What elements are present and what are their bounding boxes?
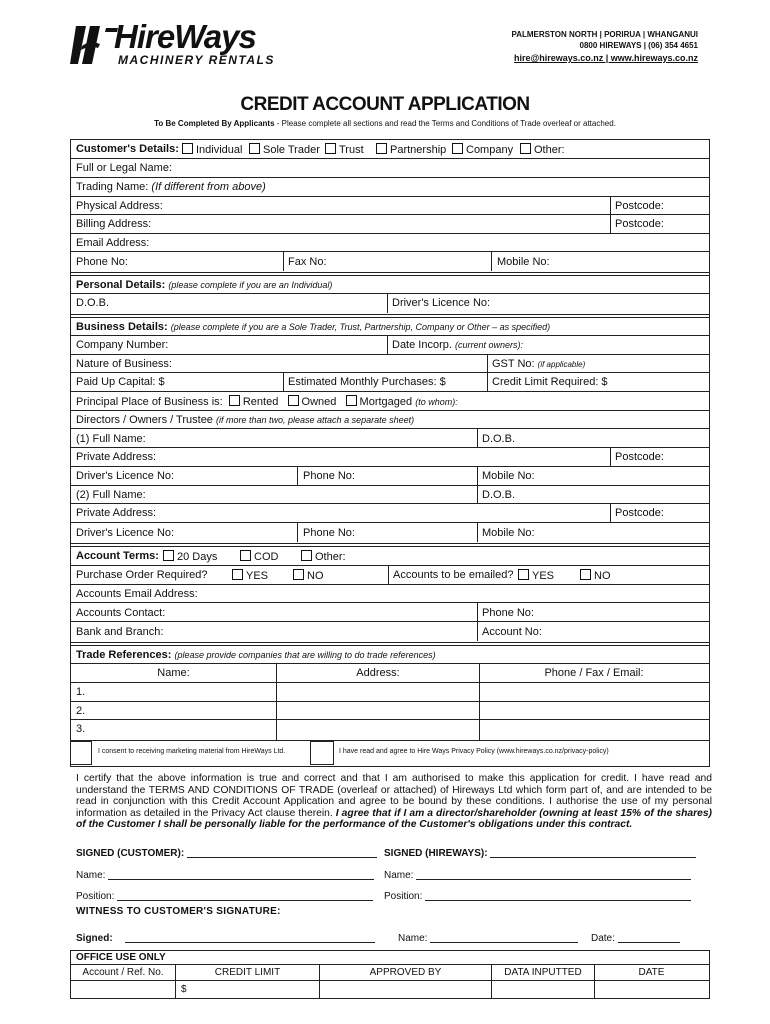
- director1-mobile-field[interactable]: Mobile No:: [482, 470, 535, 482]
- director1-address-field[interactable]: Private Address:: [76, 451, 157, 463]
- trade-ref-row-2[interactable]: 2.: [76, 705, 86, 717]
- office-col-ref: Account / Ref. No.: [82, 967, 164, 978]
- office-col-data-inputted: DATA INPUTTED: [504, 967, 582, 978]
- account-no-field[interactable]: Account No:: [482, 626, 542, 638]
- page-subtitle: [0, 119, 770, 128]
- po-required-label: Purchase Order Required?: [76, 569, 208, 581]
- checkbox-icon[interactable]: [301, 550, 312, 561]
- customer-heading: Customer's Details:: [76, 143, 179, 155]
- director1-licence-field[interactable]: Driver's Licence No:: [76, 470, 175, 482]
- option-owned[interactable]: Owned: [288, 396, 337, 408]
- checkbox-icon[interactable]: [346, 395, 357, 406]
- billing-postcode-field[interactable]: Postcode:: [615, 218, 664, 230]
- header-phone: 0800 HIREWAYS | (06) 354 4651: [579, 41, 698, 50]
- fax-field[interactable]: Fax No:: [288, 256, 327, 268]
- signed-hireways-row[interactable]: SIGNED (HIREWAYS):: [384, 848, 696, 859]
- checkbox-icon[interactable]: [452, 143, 463, 154]
- witness-heading: WITNESS TO CUSTOMER'S SIGNATURE:: [76, 906, 281, 917]
- credit-limit-field[interactable]: Credit Limit Required: $: [492, 376, 608, 388]
- billing-address-field[interactable]: Billing Address:: [76, 218, 152, 230]
- company-number-field[interactable]: Company Number:: [76, 339, 169, 351]
- privacy-consent-checkbox[interactable]: [310, 741, 334, 765]
- account-terms-row: [76, 550, 159, 562]
- director2-mobile-field[interactable]: Mobile No:: [482, 527, 535, 539]
- po-yes[interactable]: YES: [232, 569, 268, 582]
- office-dollar: $: [181, 984, 187, 995]
- director1-phone-field[interactable]: Phone No:: [303, 470, 355, 482]
- hireways-position-row[interactable]: Position:: [384, 891, 691, 902]
- checkbox-icon[interactable]: [293, 569, 304, 580]
- office-col-date: DATE: [638, 967, 665, 978]
- option-mortgaged[interactable]: Mortgaged: [346, 396, 413, 408]
- customer-name-row[interactable]: Name:: [76, 870, 374, 881]
- marketing-consent-label: I consent to receiving marketing material from HireWays Ltd.: [98, 748, 286, 755]
- certification-text: I certify that the above information is true and correct and that I am authorised to make this application for credit. I have read and understand the TERMS AND CONDITIONS OF TRADE (overleaf or attached) of Hireways Ltd which form part of, and are intended to be read in conjunction with this Credit Account Application and agree to be bound by these conditions. I authorise the use of my personal information as detailed in the Privacy Act clause therein.: [76, 773, 712, 819]
- director1-postcode-field[interactable]: Postcode:: [615, 451, 664, 463]
- signed-customer-row[interactable]: SIGNED (CUSTOMER):: [76, 848, 377, 859]
- office-col-approved: APPROVED BY: [369, 967, 442, 978]
- director2-dob-field[interactable]: D.O.B.: [482, 489, 516, 501]
- option-sole-trader[interactable]: Sole Trader: [249, 143, 320, 156]
- option-trust[interactable]: Trust: [325, 143, 364, 156]
- witness-date-row[interactable]: Date:: [591, 933, 680, 944]
- witness-signed-row[interactable]: Signed:: [76, 933, 375, 944]
- privacy-consent-label: I have read and agree to Hire Ways Privacy Policy (www.hireways.co.nz/privacy-policy): [339, 748, 609, 755]
- checkbox-icon[interactable]: [518, 569, 529, 580]
- bank-branch-field[interactable]: Bank and Branch:: [76, 626, 164, 638]
- nature-of-business-field[interactable]: Nature of Business:: [76, 358, 172, 370]
- business-note: (please complete if you are a Sole Trader, Trust, Partnership, Company or Other – as specified): [170, 322, 551, 332]
- checkbox-icon[interactable]: [376, 143, 387, 154]
- checkbox-icon[interactable]: [163, 550, 174, 561]
- full-name-field[interactable]: Full or Legal Name:: [76, 162, 172, 174]
- director2-postcode-field[interactable]: Postcode:: [615, 507, 664, 519]
- trade-col-address: Address:: [356, 667, 400, 679]
- paid-up-capital-field[interactable]: Paid Up Capital: $: [76, 376, 165, 388]
- emailed-no[interactable]: NO: [580, 569, 611, 582]
- est-monthly-purchases-field[interactable]: Estimated Monthly Purchases: $: [288, 376, 446, 388]
- trade-col-contact: Phone / Fax / Email:: [544, 667, 644, 679]
- trade-ref-row-3[interactable]: 3.: [76, 723, 86, 735]
- page-title: CREDIT ACCOUNT APPLICATION: [240, 94, 530, 115]
- certification-liability: I agree that if I am a director/shareholder (owning at least 15% of the shares) of the Customer I shall be personally liable for the performance of the Customer's obligations under this contract.: [76, 807, 712, 830]
- checkbox-icon[interactable]: [325, 143, 336, 154]
- director2-address-field[interactable]: Private Address:: [76, 507, 157, 519]
- option-individual[interactable]: Individual: [182, 144, 242, 156]
- term-cod[interactable]: COD: [240, 550, 278, 563]
- physical-postcode-field[interactable]: Postcode:: [615, 200, 664, 212]
- gst-field[interactable]: GST No: (if applicable): [492, 358, 586, 370]
- option-partnership[interactable]: Partnership: [376, 143, 446, 156]
- customer-position-row[interactable]: Position:: [76, 891, 373, 902]
- checkbox-icon[interactable]: [232, 569, 243, 580]
- checkbox-icon[interactable]: [229, 395, 240, 406]
- po-no[interactable]: NO: [293, 569, 324, 582]
- brand-name: HireWays: [114, 18, 256, 55]
- hireways-name-row[interactable]: Name:: [384, 870, 691, 881]
- subtitle-bold: To Be Completed By Applicants: [154, 119, 275, 128]
- director1-name-field[interactable]: (1) Full Name:: [76, 433, 146, 445]
- phone-field[interactable]: Phone No:: [76, 256, 128, 268]
- trading-name-field[interactable]: Trading Name: (If different from above): [76, 181, 266, 193]
- checkbox-icon[interactable]: [520, 143, 531, 154]
- accounts-phone-field[interactable]: Phone No:: [482, 607, 534, 619]
- checkbox-icon[interactable]: [288, 395, 299, 406]
- personal-dob-field[interactable]: D.O.B.: [76, 297, 110, 309]
- logo: [70, 18, 320, 68]
- term-other[interactable]: Other:: [301, 550, 346, 563]
- brand-sub: MACHINERY RENTALS: [118, 53, 275, 67]
- trade-col-name: Name:: [157, 667, 190, 679]
- customer-heading-row: [76, 143, 179, 155]
- directors-row: Directors / Owners / Trustee (if more than two, please attach a separate sheet): [76, 414, 415, 426]
- principal-place-row: Principal Place of Business is: Rented Owned Mortgaged (to whom):: [76, 396, 458, 408]
- marketing-consent-checkbox[interactable]: [70, 741, 92, 765]
- witness-name-row[interactable]: Name:: [398, 933, 578, 944]
- trade-refs-heading: Trade References:: [76, 649, 172, 661]
- business-heading: Business Details:: [76, 321, 168, 333]
- personal-licence-field[interactable]: Driver's Licence No:: [392, 297, 491, 309]
- term-20-days[interactable]: 20 Days: [163, 550, 217, 563]
- trade-refs-heading-row: [76, 649, 436, 661]
- customer-type-options: [182, 143, 242, 156]
- date-incorp-field[interactable]: Date Incorp. (current owners):: [392, 339, 524, 351]
- director2-phone-field[interactable]: Phone No:: [303, 527, 355, 539]
- option-company[interactable]: Company: [452, 143, 513, 156]
- option-rented[interactable]: Rented: [229, 396, 278, 408]
- header-locations: PALMERSTON NORTH | PORIRUA | WHANGANUI: [511, 30, 698, 39]
- physical-address-field[interactable]: Physical Address:: [76, 200, 163, 212]
- checkbox-icon[interactable]: [249, 143, 260, 154]
- accounts-email-field[interactable]: Accounts Email Address:: [76, 588, 198, 600]
- business-heading-row: [76, 321, 550, 333]
- checkbox-icon[interactable]: [182, 143, 193, 154]
- personal-heading-row: [76, 279, 332, 291]
- option-other[interactable]: Other:: [520, 143, 565, 156]
- checkbox-icon[interactable]: [240, 550, 251, 561]
- director2-licence-field[interactable]: Driver's Licence No:: [76, 527, 175, 539]
- account-heading: Account Terms:: [76, 550, 159, 562]
- personal-note: (please complete if you are an Individual): [168, 280, 333, 290]
- header-links[interactable]: hire@hireways.co.nz | www.hireways.co.nz: [513, 53, 698, 63]
- trade-ref-row-1[interactable]: 1.: [76, 686, 86, 698]
- director2-name-field[interactable]: (2) Full Name:: [76, 489, 146, 501]
- email-address-field[interactable]: Email Address:: [76, 237, 150, 249]
- subtitle-rest: - Please complete all sections and read the Terms and Conditions of Trade overleaf or attached.: [274, 119, 616, 128]
- mobile-field[interactable]: Mobile No:: [497, 256, 550, 268]
- trade-refs-note: (please provide companies that are willing to do trade references): [174, 650, 436, 660]
- checkbox-icon[interactable]: [580, 569, 591, 580]
- office-col-credit-limit: CREDIT LIMIT: [214, 967, 281, 978]
- director1-dob-field[interactable]: D.O.B.: [482, 433, 516, 445]
- accounts-contact-field[interactable]: Accounts Contact:: [76, 607, 166, 619]
- office-use-heading: OFFICE USE ONLY: [76, 952, 166, 963]
- emailed-label: Accounts to be emailed?: [393, 569, 514, 581]
- emailed-yes[interactable]: YES: [518, 569, 554, 582]
- personal-heading: Personal Details:: [76, 279, 166, 291]
- certification-paragraph: [76, 773, 712, 831]
